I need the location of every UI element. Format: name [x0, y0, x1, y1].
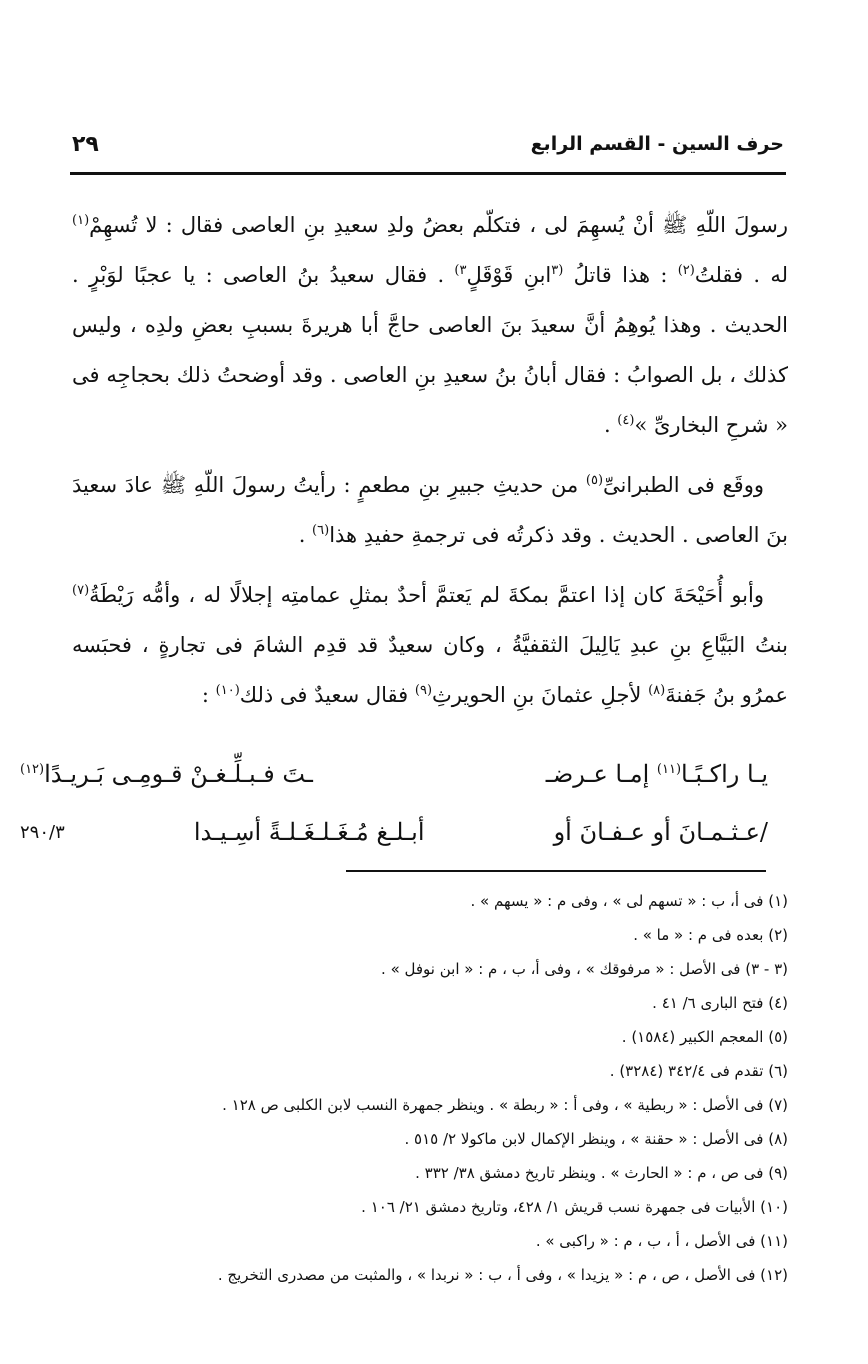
page-number: ٢٩	[72, 131, 99, 157]
footnote-marker: (٩)	[414, 683, 433, 698]
footnote: (١١) فى الأصل ، أ ، ب ، م : « راكبى » .	[535, 1232, 788, 1250]
paragraph-3	[72, 570, 788, 720]
footnote-marker: (٥)	[585, 473, 604, 488]
main-text	[72, 200, 788, 720]
footnote-rule	[346, 870, 766, 872]
footnotes	[72, 884, 788, 1292]
text-run: بنتُ البَيَّاعِ بنِ عبدِ يَالِيلَ الثقفيَّةُ ، وكان سعيدٌ قد قدِم الشامَ فى تجارةٍ ، فحبَسه عمرُو بنُ جَفنةَ	[72, 633, 788, 707]
footnote: (١٠) الأبيات فى جمهرة نسب قريش ١/ ٤٢٨، وتاريخ دمشق ٢١/ ١٠٦ .	[361, 1198, 788, 1216]
footnote-marker: (٧)	[72, 583, 90, 598]
text-run: وأبو أُحَيْحَةَ كان إذا اعتمَّ بمكةَ لم يَعتمَّ أحدٌ بمثلِ عمامتِه إجلالًا له ، وأمُّه رَيْطَةُ	[89, 583, 764, 607]
paragraph-2	[72, 460, 788, 560]
text-run: ـتَ فـبـلِّـغـنْ قـومِـى بَـريـدًا	[44, 760, 313, 788]
footnote: (٢) بعده فى م : « ما » .	[633, 926, 788, 944]
footnote: (١٢) فى الأصل ، ص ، م : « يزيدا » ، وفى أ ، ب : « نربدا » ، والمثبت من مصدرى التخريج .	[217, 1266, 788, 1284]
text-run: إمـا عـرضـ	[545, 760, 657, 788]
verse-first-hemistich: /عـثـمـانَ أو عـفـانَ أو	[553, 818, 768, 846]
verse-first-hemistich	[546, 760, 768, 788]
footnote: (١) فى أ، ب : « تسهم لى » ، وفى م : « يسهم » .	[470, 892, 788, 910]
text-run: .	[298, 523, 313, 547]
text-run: . فقال سعيدُ بنُ العاصى : يا عجبًا لوَبْرٍ . الحديث . وهذا يُوهِمُ أنَّ سعيدَ بنَ العاصى حاجَّ أبا هريرةَ بسببِ بعضِ ولدِه ، وليس كذلك ، بل الصوابُ : فقال أبانُ بنُ سعيدِ بنِ العاصى . وقد أوضحتُ ذلك بحجاجِه فى « شرحِ البخارىِّ »	[72, 263, 788, 437]
verse-second-hemistich: أبـلـغ مُـغَـلـغَـلـةً أسِـيـدا	[193, 818, 425, 846]
footnote-marker: (١)	[72, 213, 90, 228]
footnote: (٦) تقدم فى ٣٤٢/٤ (٣٢٨٤) .	[609, 1062, 788, 1080]
text-run: رسولَ اللّهِ ﷺ أنْ يُسهِمَ لى ، فتكلّم بعضُ ولدِ سعيدِ بنِ العاصى فقال : لا تُسهِمْ	[89, 213, 788, 237]
text-run: :	[201, 683, 216, 707]
text-run: يـا راكـبًـا	[681, 760, 768, 788]
verse-second-hemistich	[20, 760, 313, 788]
footnote: (٨) فى الأصل : « حقنة » ، وينظر الإكمال لابن ماكولا ٢/ ٥١٥ .	[404, 1130, 788, 1148]
footnote: (٤) فتح البارى ٦/ ٤١ .	[652, 994, 788, 1012]
paragraph-1	[72, 200, 788, 450]
footnote-marker: (١١)	[656, 762, 682, 777]
footnote-marker: (١٠)	[215, 683, 240, 698]
footnote: (٣ - ٣) فى الأصل : « مرفوقك » ، وفى أ، ب ، م : « ابن نوفل » .	[381, 960, 788, 978]
text-run: له . فقلتُ	[694, 263, 788, 287]
verse-line-2	[20, 810, 768, 854]
footnote-marker: (٨)	[648, 683, 666, 698]
page-header	[72, 124, 784, 164]
footnote-marker: (٤)	[617, 413, 635, 428]
verse-line-1	[20, 752, 768, 796]
text-run: .	[603, 413, 618, 437]
text-run: ووقَع فى الطبرانىِّ	[603, 473, 764, 497]
footnote-marker: (١٢)	[20, 762, 45, 777]
text-run: من حديثِ جبيرِ بنِ مطعمٍ : رأيتُ رسولَ اللّهِ ﷺ عادَ سعيدَ بنَ العاصى . الحديث . وقد ذكرتُه فى ترجمةِ حفيدِ هذا	[72, 473, 788, 547]
volume-page-reference: ٢٩٠/٣	[20, 821, 65, 843]
text-run: لأجلِ عثمانَ بنِ الحويرثِ	[432, 683, 649, 707]
text-run: : هذا قاتلُ	[563, 263, 678, 287]
footnote: (٧) فى الأصل : « ربطية » ، وفى أ : « ربطة » . وينظر جمهرة النسب لابن الكلبى ص ١٢٨ .	[222, 1096, 788, 1114]
footnote-marker: ٣)	[454, 263, 467, 278]
running-title: حرف السين - القسم الرابع	[530, 133, 784, 155]
footnote: (٥) المعجم الكبير (١٥٨٤) .	[621, 1028, 788, 1046]
text-run: ابنِ قَوْقَلٍ	[466, 263, 552, 287]
text-run: فقال سعيدٌ فى ذلك	[239, 683, 415, 707]
footnote-marker: (٦)	[312, 523, 330, 538]
footnote-marker: (٢)	[677, 263, 695, 278]
header-rule	[70, 172, 786, 175]
footnote-marker: (٣	[551, 263, 564, 278]
footnote: (٩) فى ص ، م : « الحارث » . وينظر تاريخ دمشق ٣٨/ ٣٣٢ .	[415, 1164, 788, 1182]
